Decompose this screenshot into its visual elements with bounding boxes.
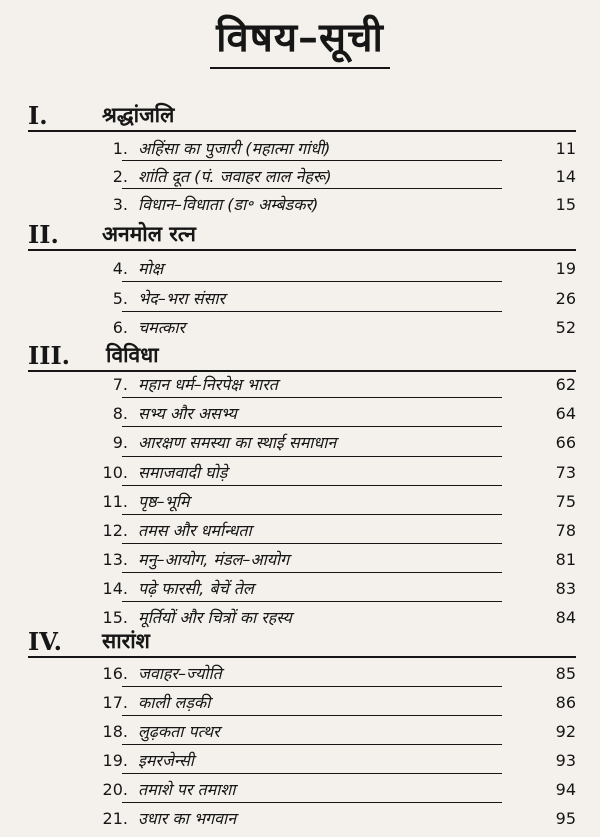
entry-underline (122, 601, 502, 602)
entry-underline (122, 188, 502, 189)
entry-underline (122, 311, 502, 312)
section-title: सारांश (102, 629, 150, 653)
entry-underline (122, 686, 502, 687)
entry-title: आरक्षण समस्या का स्थाई समाधान (138, 433, 337, 452)
toc-entry (88, 373, 576, 395)
entry-title: तमस और धर्मान्धता (138, 521, 252, 540)
toc-entry (88, 606, 576, 628)
entry-title: महान धर्म–निरपेक्ष भारत (138, 375, 278, 394)
entry-underline (122, 773, 502, 774)
entry-title: मूर्तियों और चित्रों का रहस्य (138, 608, 292, 627)
section-divider (28, 370, 576, 372)
section-divider (28, 656, 576, 658)
entry-title: विधान–विधाता (डा॰ अम्बेडकर) (138, 195, 319, 214)
toc-entry (88, 287, 576, 309)
toc-entry (88, 490, 576, 512)
entry-page: 93 (555, 750, 576, 770)
entry-title: समाजवादी घोड़े (138, 463, 228, 482)
entry-title: मनु–आयोग, मंडल–आयोग (138, 550, 290, 569)
entry-page: 78 (555, 520, 576, 540)
entry-title: सभ्य और असभ्य (138, 404, 237, 423)
entry-number: 19. (102, 750, 128, 770)
entry-underline (122, 802, 502, 803)
toc-entry (88, 662, 576, 684)
entry-title: तमाशे पर तमाशा (138, 780, 236, 799)
entry-title: अहिंसा का पुजारी (महात्मा गांधी) (138, 139, 331, 158)
entry-number: 10. (102, 462, 128, 482)
toc-entry (88, 749, 576, 771)
entry-number: 14. (102, 578, 128, 598)
entry-title: मोक्ष (138, 259, 164, 278)
section-heading-4 (28, 627, 150, 655)
entry-title: भेद–भरा संसार (138, 289, 226, 308)
entry-underline (122, 572, 502, 573)
entry-page: 85 (555, 663, 576, 683)
entry-title: काली लड़की (138, 693, 211, 712)
entry-underline (122, 744, 502, 745)
entry-page: 19 (555, 258, 576, 278)
entry-number: 20. (102, 779, 128, 799)
entry-title: पृष्ठ–भूमि (138, 492, 190, 511)
entry-number: 2. (112, 166, 128, 186)
entry-page: 92 (555, 721, 576, 741)
entry-page: 14 (555, 166, 576, 186)
entry-number: 18. (102, 721, 128, 741)
title-block (0, 8, 600, 69)
section-numeral: II. (28, 219, 59, 249)
entry-underline (122, 397, 502, 398)
entry-page: 81 (555, 549, 576, 569)
entry-page: 52 (555, 317, 576, 337)
section-numeral: IV. (28, 626, 63, 656)
toc-entry (88, 548, 576, 570)
entry-number: 15. (102, 607, 128, 627)
entry-title: जवाहर–ज्योति (138, 664, 222, 683)
entry-number: 21. (102, 808, 128, 828)
entry-number: 7. (112, 374, 128, 394)
section-numeral: I. (28, 100, 48, 130)
entry-title: इमरजेन्सी (138, 751, 194, 770)
entry-number: 16. (102, 663, 128, 683)
entry-number: 13. (102, 549, 128, 569)
toc-entry (88, 165, 576, 187)
toc-entry (88, 778, 576, 800)
entry-number: 17. (102, 692, 128, 712)
entry-page: 62 (555, 374, 576, 394)
section-title: विविधा (106, 343, 159, 367)
entry-underline (122, 160, 502, 161)
entry-number: 12. (102, 520, 128, 540)
toc-entry (88, 316, 576, 338)
entry-number: 5. (112, 288, 128, 308)
toc-entry (88, 431, 576, 453)
section-numeral: III. (28, 340, 71, 370)
entry-title: पढ़े फारसी, बेचें तेल (138, 579, 254, 598)
page-title: विषय–सूची (210, 8, 390, 69)
toc-entry (88, 193, 576, 215)
entry-title: शांति दूत (पं. जवाहर लाल नेहरू) (138, 167, 332, 186)
entry-number: 4. (112, 258, 128, 278)
entry-page: 95 (555, 808, 576, 828)
toc-entry (88, 137, 576, 159)
entry-underline (122, 715, 502, 716)
entry-number: 9. (112, 432, 128, 452)
toc-entry (88, 257, 576, 279)
section-title: अनमोल रत्न (102, 222, 196, 246)
toc-entry (88, 807, 576, 829)
section-title: श्रद्धांजलि (102, 103, 175, 127)
entry-number: 1. (112, 138, 128, 158)
entry-underline (122, 485, 502, 486)
entry-page: 66 (555, 432, 576, 452)
entry-page: 94 (555, 779, 576, 799)
entry-underline (122, 456, 502, 457)
section-heading-2 (28, 220, 196, 248)
entry-page: 75 (555, 491, 576, 511)
entry-underline (122, 543, 502, 544)
entry-page: 15 (555, 194, 576, 214)
entry-page: 86 (555, 692, 576, 712)
toc-entry (88, 720, 576, 742)
entry-number: 3. (112, 194, 128, 214)
section-heading-1 (28, 101, 174, 129)
entry-number: 6. (112, 317, 128, 337)
section-divider (28, 130, 576, 132)
entry-title: लुढ़कता पत्थर (138, 722, 220, 741)
entry-number: 8. (112, 403, 128, 423)
entry-page: 64 (555, 403, 576, 423)
toc-entry (88, 402, 576, 424)
entry-title: चमत्कार (138, 318, 186, 337)
entry-title: उधार का भगवान (138, 809, 237, 828)
entry-page: 26 (555, 288, 576, 308)
entry-underline (122, 281, 502, 282)
section-divider (28, 249, 576, 251)
entry-page: 83 (555, 578, 576, 598)
entry-number: 11. (102, 491, 128, 511)
toc-entry (88, 691, 576, 713)
entry-page: 73 (555, 462, 576, 482)
entry-page: 11 (555, 138, 576, 158)
section-heading-3 (28, 341, 159, 369)
entry-page: 84 (555, 607, 576, 627)
entry-underline (122, 426, 502, 427)
toc-entry (88, 519, 576, 541)
toc-entry (88, 577, 576, 599)
entry-underline (122, 514, 502, 515)
toc-entry (88, 461, 576, 483)
